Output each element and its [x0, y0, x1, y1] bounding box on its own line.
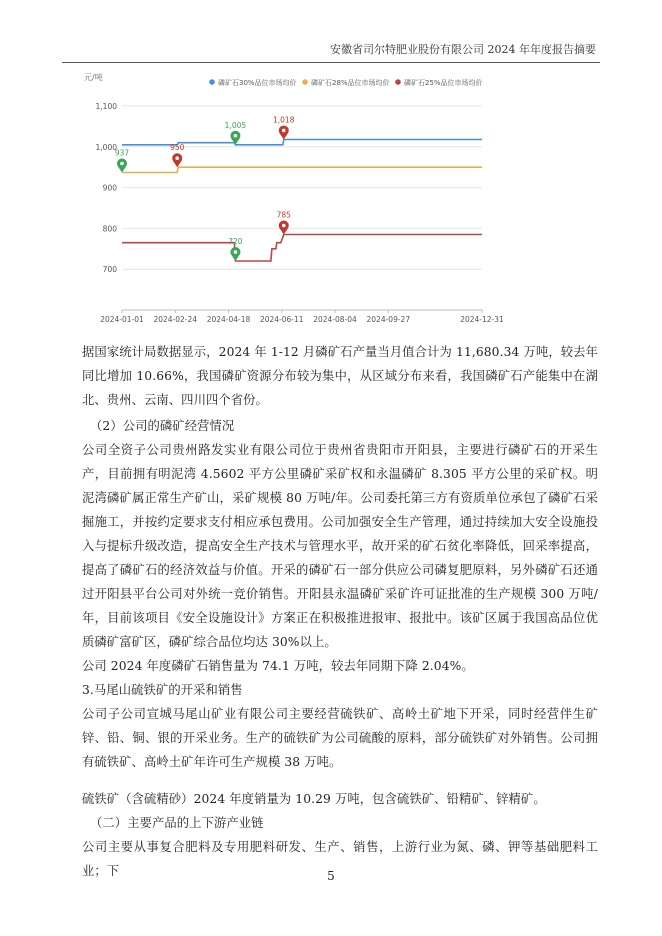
paragraph-production-stats: 据国家统计局数据显示，2024 年 1-12 月磷矿石产量当月值合计为 11,680.34 万吨，较去年同比增加 10.66%，我国磷矿资源分布较为集中，从区域分布来看，我国磷矿石产能集中在湖北、贵州、云南、四川四个省份。	[82, 345, 598, 407]
phosphate-price-chart	[82, 68, 504, 328]
y-unit-label: 元/吨	[84, 73, 103, 82]
marker-pin	[172, 153, 182, 167]
marker-dot	[175, 156, 179, 160]
marker-dot	[234, 250, 238, 254]
data-label: 937	[114, 148, 130, 158]
legend-label: 磷矿石30%品位市场均价	[218, 79, 297, 87]
header-divider	[62, 62, 600, 63]
page-number: 5	[327, 869, 335, 883]
paragraph-pyrite-sales: 硫铁矿（含硫精砂）2024 年度销量为 10.29 万吨，包含硫铁矿、铅精矿、锌精矿。	[82, 792, 546, 806]
data-label: 1,018	[273, 115, 295, 125]
series-line	[122, 167, 482, 172]
section-heading-maweishan: 3.马尾山硫铁矿的开采和销售	[82, 683, 243, 697]
paragraph-maweishan: 公司子公司宣城马尾山矿业有限公司主要经营硫铁矿、高岭土矿地下开采，同时经营伴生矿锌、铅、铜、银的开采业务。生产的硫铁矿为公司硫酸的原料，部分硫铁矿对外销售。公司拥有硫铁矿、高岭土矿年许可生产规模 38 万吨。	[82, 707, 598, 769]
marker-dot	[282, 129, 286, 133]
marker-dot	[234, 134, 238, 138]
data-point-marker	[277, 211, 292, 235]
data-point-marker	[115, 149, 130, 173]
data-point-marker	[225, 121, 247, 145]
marker-pin	[279, 125, 289, 139]
legend-swatch	[395, 79, 401, 85]
series-line	[122, 235, 482, 262]
data-label: 950	[170, 143, 185, 153]
data-label: 1,005	[224, 120, 247, 130]
paragraph-guizhou-lufa: 公司全资子公司贵州路发实业有限公司位于贵州省贵阳市开阳县，主要进行磷矿石的开采生产，目前拥有明泥湾 4.5602 平方公里磷矿采矿权和永温磷矿 8.305 平方公里的采矿权。明泥湾磷矿属正常生产矿山，采矿规模 80 万吨/年。公司委托第三方有资质单位承包了磷矿石采掘施工，并按约定要求支付相应承包费用。公司加强安全生产管理，通过持续加大安全设施投入与提标升级改造，提高安全生产技术与管理水平，故开采的矿石贫化率降低，回采率提高，提高了磷矿石的经济效益与价值。开采的磷矿石一部分供应公司磷复肥原料，另外磷矿石还通过开阳县平台公司对外统一竞价销售。开阳县永温磷矿采矿许可证批准的生产规模 300 万吨/年，目前该项目《安全设施设计》方案正在积极推进报审、报批中。该矿区属于我国高品位优质磷矿富矿区，磷矿综合品位均达 30%以上。	[82, 443, 598, 649]
x-tick-label: 2024-04-18	[206, 315, 251, 324]
legend-swatch	[209, 79, 215, 85]
x-tick-label: 2024-01-01	[100, 315, 144, 324]
data-label: 785	[276, 210, 291, 220]
y-tick-label: 900	[102, 183, 117, 193]
legend-label: 磷矿石28%品位市场均价	[311, 79, 390, 87]
marker-pin	[279, 221, 289, 235]
marker-dot	[282, 224, 286, 228]
y-tick-label: 1,000	[95, 142, 117, 152]
paragraph-main-business: 公司主要从事复合肥料及专用肥料研发、生产、销售，上游行业为氮、磷、钾等基础肥料工业；下	[82, 840, 598, 878]
legend-label: 磷矿石25%品位市场均价	[404, 79, 483, 87]
data-point-marker	[228, 237, 243, 261]
page-header-title: 安徽省司尔特肥业股份有限公司 2024 年年度报告摘要	[330, 43, 596, 56]
legend-swatch	[302, 79, 308, 85]
x-tick-label: 2024-06-11	[259, 315, 304, 324]
marker-pin	[230, 247, 240, 261]
y-tick-label: 700	[102, 265, 117, 275]
section-heading-mining-ops: （2）公司的磷矿经营情况	[90, 419, 235, 433]
x-tick-label: 2024-12-31	[460, 315, 504, 324]
x-tick-label: 2024-02-24	[153, 315, 198, 324]
y-tick-label: 1,100	[95, 102, 117, 111]
x-tick-label: 2024-09-27	[366, 315, 411, 324]
paragraph-sales-volume: 公司 2024 年度磷矿石销售量为 74.1 万吨，较去年同期下降 2.04%。	[82, 659, 474, 673]
data-point-marker	[170, 143, 185, 167]
marker-dot	[120, 162, 124, 166]
x-tick-label: 2024-08-04	[313, 315, 357, 324]
marker-pin	[117, 159, 127, 173]
data-point-marker	[273, 115, 295, 139]
data-label: 720	[228, 237, 243, 247]
y-tick-label: 800	[102, 224, 117, 234]
section-heading-industry-chain: （二）主要产品的上下游产业链	[90, 816, 264, 830]
